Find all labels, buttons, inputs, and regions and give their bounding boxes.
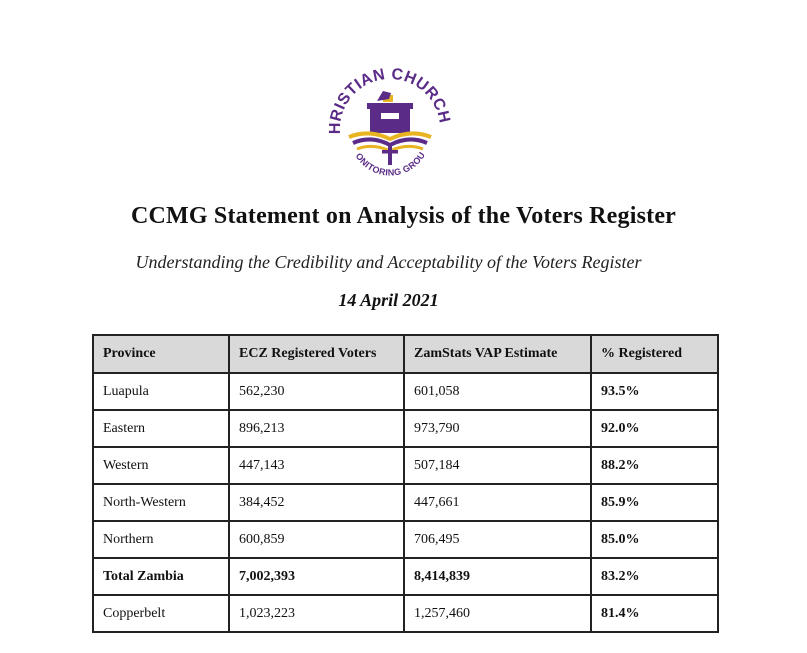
- table-row-total: [93, 558, 718, 595]
- cell-ecz: 562,230: [229, 373, 404, 410]
- table-row: [93, 447, 718, 484]
- ccmg-logo: [327, 55, 453, 191]
- table-row: [93, 373, 718, 410]
- logo-top-text: HRISTIAN CHURCH: [327, 65, 453, 135]
- cell-vap: 706,495: [404, 521, 591, 558]
- cell-province: Eastern: [93, 410, 229, 447]
- cell-pct: 81.4%: [591, 595, 718, 632]
- table-row: [93, 595, 718, 632]
- cell-province: Western: [93, 447, 229, 484]
- cell-pct: 83.2%: [591, 558, 718, 595]
- cell-province: North-Western: [93, 484, 229, 521]
- cell-province: Copperbelt: [93, 595, 229, 632]
- table-row: [93, 484, 718, 521]
- cell-ecz: 384,452: [229, 484, 404, 521]
- document-subtitle: Understanding the Credibility and Acceptability of the Voters Register: [135, 252, 642, 272]
- header-vap-estimate: ZamStats VAP Estimate: [404, 335, 591, 373]
- cell-vap: 8,414,839: [404, 558, 591, 595]
- cross-icon: [388, 143, 392, 165]
- cell-ecz: 896,213: [229, 410, 404, 447]
- voters-register-table: [92, 334, 719, 633]
- ballot-box-icon: [370, 109, 410, 133]
- header-ecz-registered: ECZ Registered Voters: [229, 335, 404, 373]
- cell-vap: 507,184: [404, 447, 591, 484]
- header-province: Province: [93, 335, 229, 373]
- ccmg-logo-graphic: [327, 55, 453, 191]
- cell-ecz: 600,859: [229, 521, 404, 558]
- document-date: 14 April 2021: [338, 290, 439, 310]
- cell-ecz: 1,023,223: [229, 595, 404, 632]
- cell-province: Luapula: [93, 373, 229, 410]
- header-percent-registered: % Registered: [591, 335, 718, 373]
- cell-pct: 92.0%: [591, 410, 718, 447]
- cell-pct: 88.2%: [591, 447, 718, 484]
- cell-province: Total Zambia: [93, 558, 229, 595]
- cell-ecz: 447,143: [229, 447, 404, 484]
- cell-province: Northern: [93, 521, 229, 558]
- document-title: CCMG Statement on Analysis of the Voters Register: [130, 203, 677, 229]
- cell-vap: 447,661: [404, 484, 591, 521]
- cell-pct: 85.9%: [591, 484, 718, 521]
- cell-vap: 1,257,460: [404, 595, 591, 632]
- cell-pct: 85.0%: [591, 521, 718, 558]
- cell-vap: 601,058: [404, 373, 591, 410]
- table-header-row: [93, 335, 718, 373]
- cell-ecz: 7,002,393: [229, 558, 404, 595]
- logo-bottom-text: ONITORING GROU: [353, 150, 428, 178]
- cell-vap: 973,790: [404, 410, 591, 447]
- table-row: [93, 410, 718, 447]
- table-row: [93, 521, 718, 558]
- cell-pct: 93.5%: [591, 373, 718, 410]
